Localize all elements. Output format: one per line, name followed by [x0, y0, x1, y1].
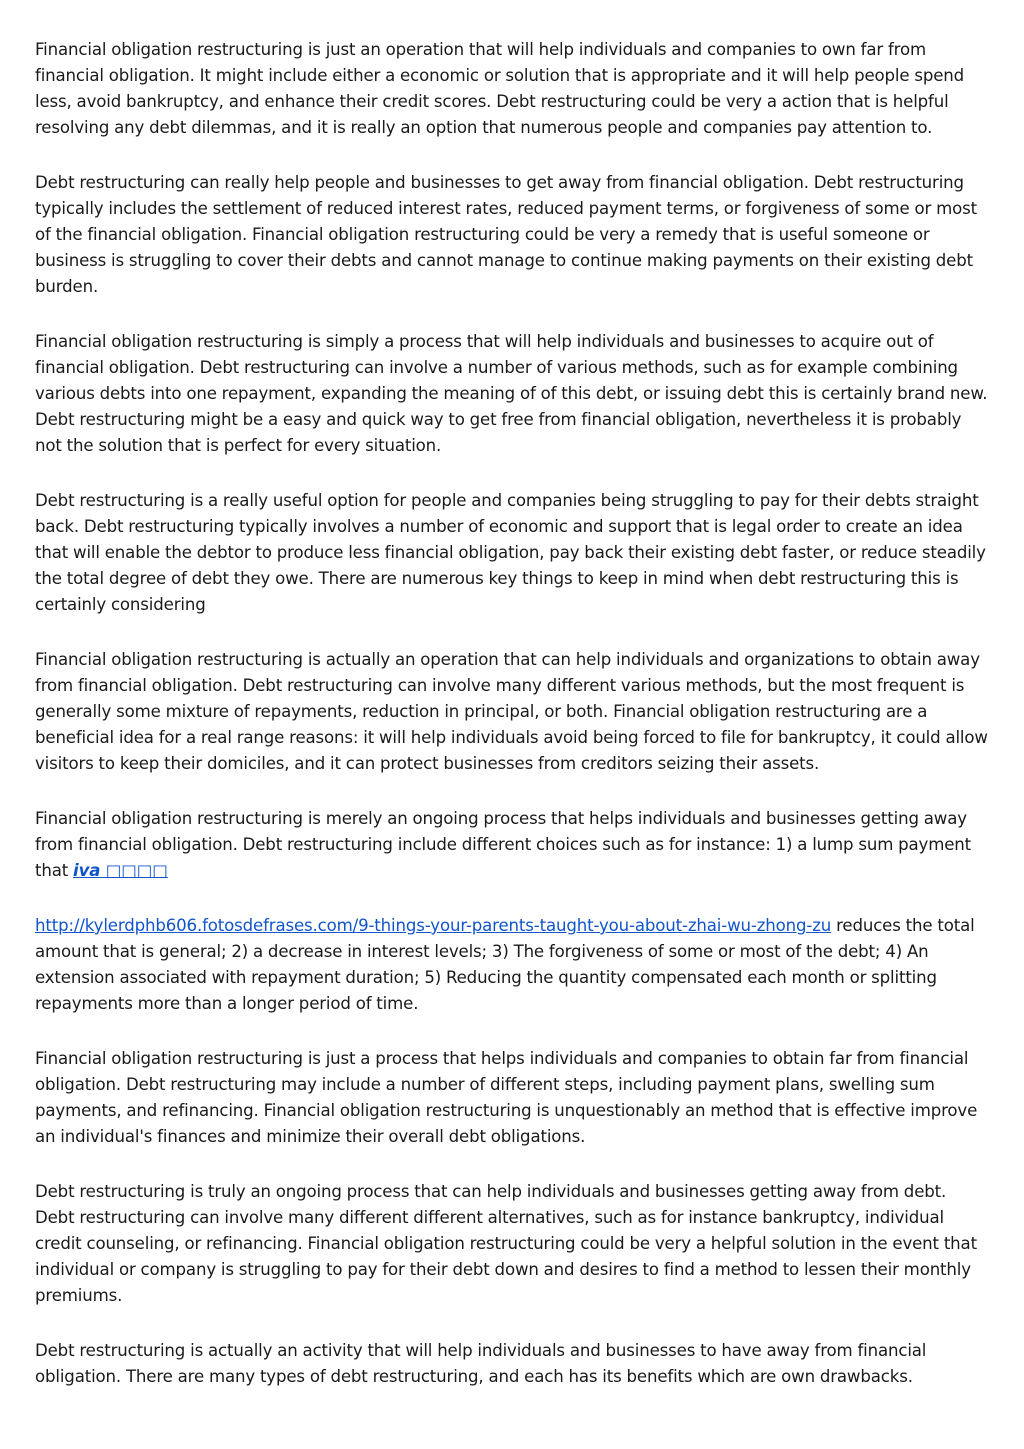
- paragraph-2: Debt restructuring can really help people and businesses to get away from financial obligation. Debt restructuring typically includes the settlement of reduced interest rates, reduced payment terms, or forgiveness of some or most of the financial obligation. Financial obligation restructuring could be very a remedy that is useful someone or business is struggling to cover their debts and cannot manage to continue making payments on their existing debt burden.: [35, 173, 977, 296]
- iva-link[interactable]: iva □□□□: [73, 861, 168, 880]
- paragraph-4: Debt restructuring is a really useful option for people and companies being struggling to pay for their debts straight back. Debt restructuring typically involves a number of economic and support that is legal order to create an idea that will enable the debtor to produce less financial obligation, pay back their existing debt faster, or reduce steadily the total degree of debt they owe. There are numerous key things to keep in mind when debt restructuring this is certainly considering: [35, 491, 986, 614]
- paragraph-6: [35, 806, 990, 884]
- paragraph-6-text: Financial obligation restructuring is merely an ongoing process that helps individuals and businesses getting away from financial obligation. Debt restructuring include different choices such as for instance: 1) a lump sum payment that: [35, 809, 972, 880]
- url-link[interactable]: http://kylerdphb606.fotosdefrases.com/9-things-your-parents-taught-you-about-zhai-wu-zhong-zu: [35, 916, 832, 935]
- paragraph-5: Financial obligation restructuring is actually an operation that can help individuals and organizations to obtain away from financial obligation. Debt restructuring can involve many different various methods, but the most frequent is generally some mixture of repayments, reduction in principal, or both. Financial obligation restructuring are a beneficial idea for a real range reasons: it will help individuals avoid being forced to file for bankruptcy, it could allow visitors to keep their domiciles, and it can protect businesses from creditors seizing their assets.: [35, 650, 988, 773]
- paragraph-3: Financial obligation restructuring is simply a process that will help individuals and businesses to acquire out of financial obligation. Debt restructuring can involve a number of various methods, such as for example combining various debts into one repayment, expanding the meaning of of this debt, or issuing debt this is certainly brand new. Debt restructuring might be a easy and quick way to get free from financial obligation, nevertheless it is probably not the solution that is perfect for every situation.: [35, 332, 988, 455]
- paragraph-8: Financial obligation restructuring is just a process that helps individuals and companies to obtain far from financial obligation. Debt restructuring may include a number of different steps, including payment plans, swelling sum payments, and refinancing. Financial obligation restructuring is unquestionably an method that is effective improve an individual's finances and minimize their overall debt obligations.: [35, 1049, 978, 1146]
- paragraph-7-text: reduces the total amount that is general; 2) a decrease in interest levels; 3) The forgiveness of some or most of the debt; 4) An extension associated with repayment duration; 5) Reducing the quantity compensated each month or splitting repayments more than a longer period of time.: [35, 916, 975, 1013]
- paragraph-10: Debt restructuring is actually an activity that will help individuals and businesses to have away from financial obligation. There are many types of debt restructuring, and each has its benefits which are own drawbacks.: [35, 1341, 927, 1386]
- paragraph-7: [35, 913, 990, 1017]
- paragraph-9: Debt restructuring is truly an ongoing process that can help individuals and businesses getting away from debt. Debt restructuring can involve many different different alternatives, such as for instance bankruptcy, individual credit counseling, or refinancing. Financial obligation restructuring could be very a helpful solution in the event that individual or company is struggling to pay for their debt down and desires to find a method to lessen their monthly premiums.: [35, 1182, 977, 1305]
- paragraph-1: Financial obligation restructuring is just an operation that will help individuals and companies to own far from financial obligation. It might include either a economic or solution that is appropriate and it will help people spend less, avoid bankruptcy, and enhance their credit scores. Debt restructuring could be very a action that is helpful resolving any debt dilemmas, and it is really an option that numerous people and companies pay attention to.: [35, 40, 965, 137]
